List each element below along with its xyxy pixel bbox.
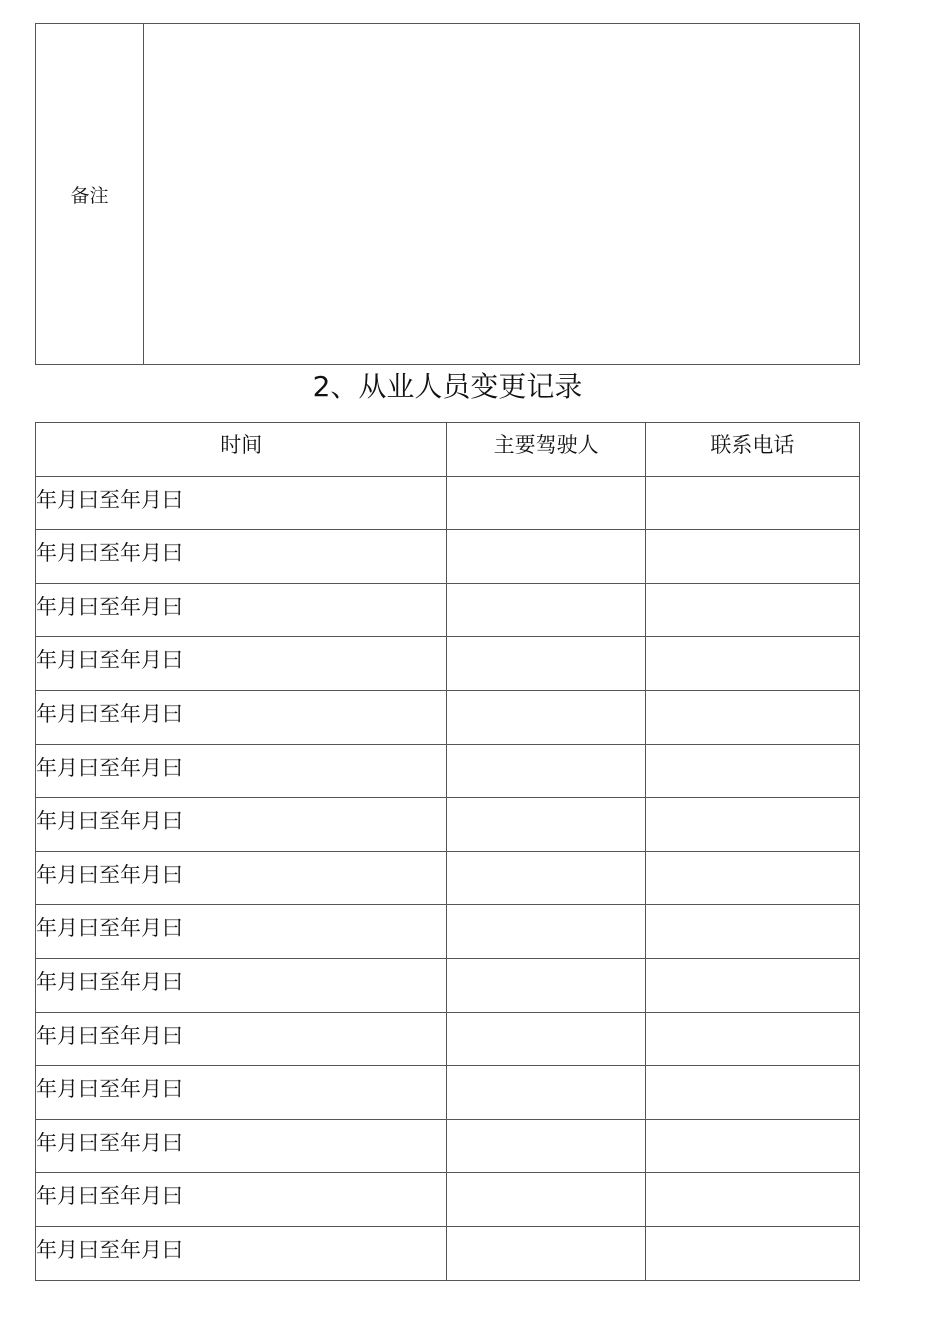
- table-row: [36, 958, 860, 1012]
- driver-cell[interactable]: [447, 851, 645, 905]
- header-time: 时间: [36, 423, 447, 477]
- time-cell: 年月曰至年月曰: [36, 476, 447, 530]
- phone-cell[interactable]: [645, 690, 859, 744]
- notes-content-cell[interactable]: [144, 24, 860, 365]
- table-row: [36, 1119, 860, 1173]
- time-cell: 年月曰至年月曰: [36, 744, 447, 798]
- driver-cell[interactable]: [447, 1173, 645, 1227]
- phone-cell[interactable]: [645, 744, 859, 798]
- time-cell: 年月曰至年月曰: [36, 1226, 447, 1280]
- driver-cell[interactable]: [447, 583, 645, 637]
- time-cell: 年月曰至年月曰: [36, 530, 447, 584]
- header-main-driver: 主要驾驶人: [447, 423, 645, 477]
- section-title: 2、从业人员变更记录: [312, 370, 583, 403]
- table-row: [36, 1012, 860, 1066]
- phone-cell[interactable]: [645, 1012, 859, 1066]
- table-row: [36, 530, 860, 584]
- time-cell: 年月曰至年月曰: [36, 905, 447, 959]
- driver-cell[interactable]: [447, 690, 645, 744]
- phone-cell[interactable]: [645, 637, 859, 691]
- header-contact-phone: 联系电话: [645, 423, 859, 477]
- phone-cell[interactable]: [645, 1173, 859, 1227]
- phone-cell[interactable]: [645, 1066, 859, 1120]
- time-cell: 年月曰至年月曰: [36, 798, 447, 852]
- phone-cell[interactable]: [645, 583, 859, 637]
- table-header-row: [36, 423, 860, 477]
- time-cell: 年月曰至年月曰: [36, 851, 447, 905]
- phone-cell[interactable]: [645, 798, 859, 852]
- time-cell: 年月曰至年月曰: [36, 1066, 447, 1120]
- time-cell: 年月曰至年月曰: [36, 958, 447, 1012]
- driver-cell[interactable]: [447, 1226, 645, 1280]
- time-cell: 年月曰至年月曰: [36, 1012, 447, 1066]
- driver-cell[interactable]: [447, 476, 645, 530]
- phone-cell[interactable]: [645, 958, 859, 1012]
- table-row: [36, 690, 860, 744]
- driver-cell[interactable]: [447, 905, 645, 959]
- notes-table: [35, 23, 860, 365]
- table-row: [36, 798, 860, 852]
- table-row: [36, 476, 860, 530]
- table-row: [36, 744, 860, 798]
- driver-cell[interactable]: [447, 798, 645, 852]
- driver-cell[interactable]: [447, 744, 645, 798]
- time-cell: 年月曰至年月曰: [36, 690, 447, 744]
- phone-cell[interactable]: [645, 530, 859, 584]
- table-row: [36, 905, 860, 959]
- notes-row: [36, 24, 860, 365]
- time-cell: 年月曰至年月曰: [36, 637, 447, 691]
- phone-cell[interactable]: [645, 476, 859, 530]
- phone-cell[interactable]: [645, 905, 859, 959]
- table-row: [36, 1066, 860, 1120]
- driver-cell[interactable]: [447, 1066, 645, 1120]
- phone-cell[interactable]: [645, 851, 859, 905]
- table-row: [36, 1173, 860, 1227]
- notes-label: 备注: [36, 24, 144, 365]
- table-row: [36, 583, 860, 637]
- table-row: [36, 851, 860, 905]
- table-row: [36, 637, 860, 691]
- driver-cell[interactable]: [447, 1119, 645, 1173]
- table-body: [36, 476, 860, 1280]
- driver-cell[interactable]: [447, 1012, 645, 1066]
- time-cell: 年月曰至年月曰: [36, 1119, 447, 1173]
- phone-cell[interactable]: [645, 1226, 859, 1280]
- time-cell: 年月曰至年月曰: [36, 583, 447, 637]
- driver-cell[interactable]: [447, 958, 645, 1012]
- driver-cell[interactable]: [447, 530, 645, 584]
- table-row: [36, 1226, 860, 1280]
- personnel-change-table: [35, 422, 860, 1281]
- phone-cell[interactable]: [645, 1119, 859, 1173]
- time-cell: 年月曰至年月曰: [36, 1173, 447, 1227]
- driver-cell[interactable]: [447, 637, 645, 691]
